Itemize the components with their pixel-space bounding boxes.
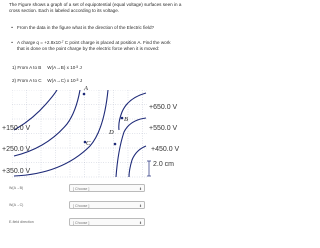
voltage-label-250: +250.0 V bbox=[2, 146, 31, 153]
chevron-updown-icon: ⬍ bbox=[138, 220, 142, 225]
curve-350 bbox=[14, 90, 108, 176]
answer-question-label: E-field direction bbox=[9, 220, 34, 224]
curve-550 bbox=[116, 118, 146, 177]
point-c-label: C bbox=[86, 140, 91, 147]
point-a-dot bbox=[83, 93, 86, 96]
equipotential-figure bbox=[2, 85, 182, 178]
dropdown-placeholder: [ Choose ] bbox=[73, 220, 90, 225]
subpart-a-to-b bbox=[12, 65, 82, 71]
intro-text: The Figure shows a graph of a set of equipotential (equal voltage) surfaces seen in a cross section. Each is labeled according to its voltage. bbox=[9, 2, 182, 13]
bullet-dot-icon: • bbox=[11, 25, 13, 30]
answer-row-a-to-c bbox=[9, 201, 193, 211]
curve-650 bbox=[119, 93, 146, 130]
point-b-dot bbox=[121, 117, 124, 120]
point-d-dot bbox=[114, 143, 117, 146]
point-b-label: B bbox=[124, 116, 128, 123]
voltage-label-650: +650.0 V bbox=[149, 104, 178, 111]
subpart-label: 2) From A to C bbox=[12, 78, 42, 83]
curve-450 bbox=[129, 146, 146, 177]
subpart-a-to-c bbox=[12, 78, 82, 84]
scale-label: 2.0 cm bbox=[153, 161, 175, 168]
subpart-formula: W(A→C) x $10^{-5}$ J bbox=[47, 78, 83, 83]
chevron-updown-icon: ⬍ bbox=[138, 186, 142, 191]
answer-dropdown-a-to-b[interactable] bbox=[69, 184, 145, 192]
point-d-label: D bbox=[109, 129, 114, 136]
chevron-updown-icon: ⬍ bbox=[138, 203, 142, 208]
answer-row-a-to-b bbox=[9, 184, 193, 194]
voltage-label-150: +150.0 V bbox=[2, 125, 31, 132]
answer-question-label: W(A→C) bbox=[9, 203, 24, 207]
point-a-label: A bbox=[84, 85, 88, 92]
dropdown-placeholder: [ Choose ] bbox=[73, 186, 90, 191]
answer-dropdown-a-to-c[interactable] bbox=[69, 201, 145, 209]
voltage-label-450: +450.0 V bbox=[151, 146, 180, 153]
scale-bar bbox=[147, 161, 151, 176]
voltage-label-350: +350.0 V bbox=[2, 168, 31, 175]
answer-row-field-direction bbox=[9, 218, 193, 228]
subpart-label: 1) From A to B bbox=[12, 65, 42, 70]
voltage-label-550: +550.0 V bbox=[149, 125, 178, 132]
answer-question-label: W(A→B) bbox=[9, 186, 24, 190]
subpart-formula: W(A→B) x $10^{-5}$ J bbox=[47, 65, 82, 70]
question-text: From the data in the figure what is the direction of the Electric field? bbox=[17, 25, 155, 30]
dropdown-placeholder: [ Choose ] bbox=[73, 203, 90, 208]
bullet-dot-icon: • bbox=[11, 40, 13, 45]
curve-150 bbox=[14, 90, 57, 130]
grid bbox=[12, 90, 147, 177]
answer-dropdown-field-direction[interactable] bbox=[69, 218, 145, 226]
question-text: A charge $q = +2.8x10^{-7}$ C point charge is placed at position A. Find the work that is done on the point charge by the electric force when it is moved: bbox=[17, 40, 171, 51]
